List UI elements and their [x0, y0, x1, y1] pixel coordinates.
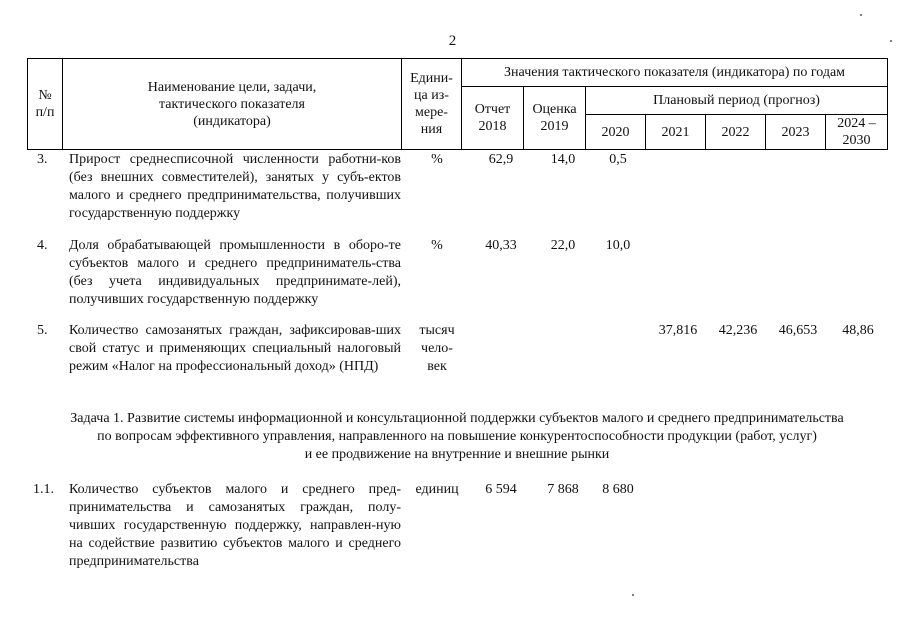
header-year: 2024 – 2030 [826, 115, 888, 150]
page-number: 2 [448, 33, 457, 49]
row-estimate: 14,0 [550, 152, 576, 167]
row-unit: единиц [415, 482, 459, 497]
scan-speck [890, 40, 892, 42]
row-2020: 0,5 [609, 152, 627, 167]
header-num: № п/п [28, 59, 63, 150]
row-2020: 10,0 [605, 238, 631, 253]
header-year: 2022 [706, 115, 766, 150]
scan-speck [632, 594, 634, 596]
row-report: 62,9 [488, 152, 514, 167]
row-report: 40,33 [485, 238, 517, 253]
header-plan-title: Плановый период (прогноз) [586, 87, 888, 115]
table-header [27, 58, 888, 150]
header-estimate: Оценка 2019 [524, 87, 586, 150]
header-year: 2021 [646, 115, 706, 150]
row-indicator: Доля обрабатывающей промышленности в оборо-те субъектов малого и среднего предприниматель-ства (без учета индивидуальных предпринимате-лей), получивших государственную поддержку [69, 238, 401, 307]
row-2020: 8 680 [602, 482, 634, 497]
row-unit: % [431, 238, 443, 253]
row-number: 1.1. [33, 482, 54, 497]
header-report: Отчет 2018 [462, 87, 524, 150]
header-unit: Едини- ца из- мере- ния [402, 59, 462, 150]
row-2023: 46,653 [778, 323, 818, 338]
row-2024: 48,86 [842, 323, 874, 338]
header-values-title: Значения тактического показателя (индикатора) по годам [462, 59, 888, 87]
task-heading: Задача 1. Развитие системы информационной и консультационной поддержки субъектов малого и среднего предпринимательства по вопросам эффективного управления, направленного на повышение конкурентоспособности продукции (работ, услуг) и ее продвижение на внутренние и внешние рынки [70, 411, 844, 462]
header-year: 2023 [766, 115, 826, 150]
row-indicator: Прирост среднесписочной численности работни-ков (без внешних совместителей), занятых у субъ-ектов малого и среднего предпринимательства, получивших государственную поддержку [69, 152, 401, 221]
row-number: 4. [37, 238, 48, 253]
scan-speck [860, 14, 862, 16]
row-estimate: 7 868 [547, 482, 579, 497]
row-unit: % [431, 152, 443, 167]
row-indicator: Количество самозанятых граждан, зафиксировав-ших свой статус и применяющих специальный налоговый режим «Налог на профессиональный доход» (НПД) [69, 323, 401, 374]
row-unit: тысяч чело- век [419, 323, 455, 374]
row-number: 3. [37, 152, 48, 167]
header-year: 2020 [586, 115, 646, 150]
row-estimate: 22,0 [550, 238, 576, 253]
header-name: Наименование цели, задачи, тактического показателя (индикатора) [63, 59, 402, 150]
row-report: 6 594 [485, 482, 517, 497]
row-2022: 42,236 [718, 323, 758, 338]
row-2021: 37,816 [658, 323, 698, 338]
row-indicator: Количество субъектов малого и среднего пред-принимательства и самозанятых граждан, полу-чивших государственную поддержку, направлен-ную на содействие развитию субъектов малого и среднего предпринимательства [69, 482, 401, 569]
row-number: 5. [37, 323, 48, 338]
